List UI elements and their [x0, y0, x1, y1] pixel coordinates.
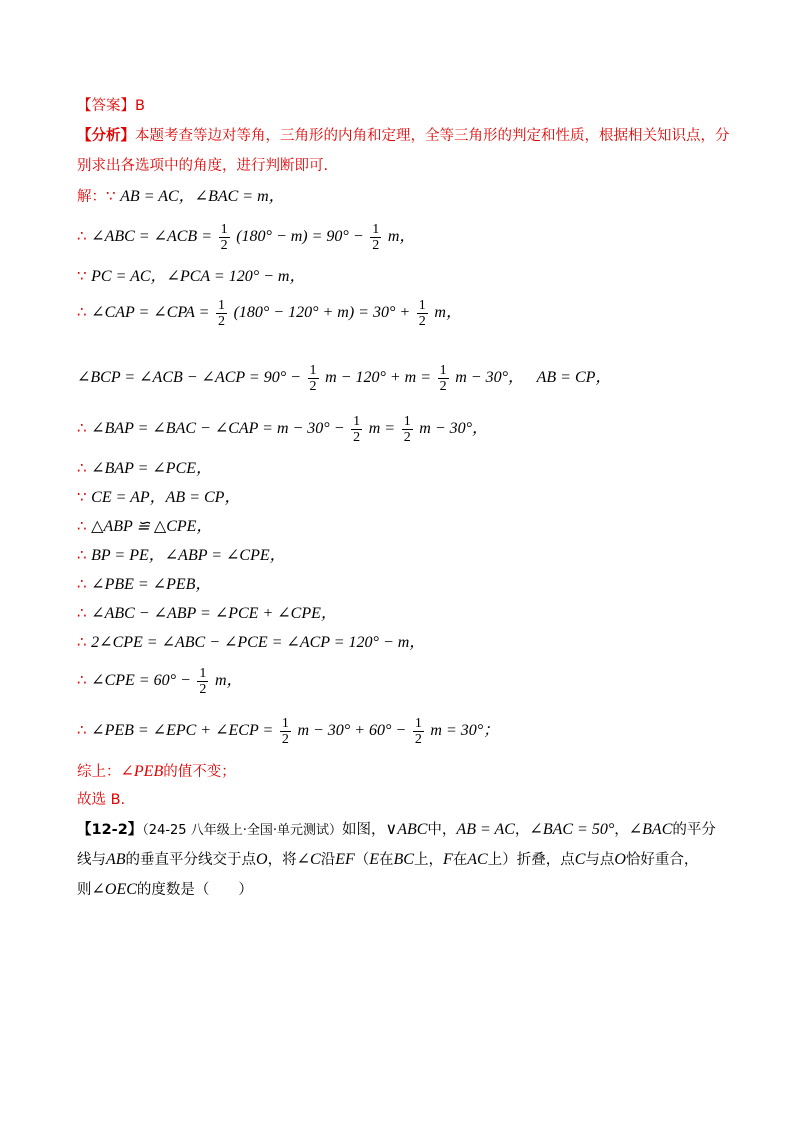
- solution-line-10: [77, 545, 286, 566]
- problem-line-2: [77, 850, 698, 870]
- problem-math: F: [442, 851, 453, 868]
- problem-text: 沿: [320, 852, 336, 868]
- step-13: 2∠CPE = ∠ABC − ∠PCE = ∠ACP = 120° − m，: [91, 634, 426, 651]
- summary-prefix: 综上：: [77, 764, 121, 780]
- fraction-half: $\frac{1}{2}$: [414, 715, 422, 747]
- step-9: △ABP ≌ △CPE，: [91, 518, 213, 535]
- step-5c: m − 30°，: [455, 369, 524, 386]
- solution-line-2: [77, 220, 415, 253]
- step-12: ∠ABC − ∠ABP = ∠PCE + ∠CPE，: [91, 605, 337, 622]
- therefore-symbol: ∴: [77, 517, 87, 535]
- problem-text: 如图，: [341, 822, 386, 838]
- problem-text: 在: [452, 852, 468, 868]
- fraction-half: $\frac{1}{2}$: [439, 362, 447, 394]
- problem-text: 线与: [77, 852, 106, 868]
- fraction-half: $\frac{1}{2}$: [403, 413, 411, 445]
- solution-line-8: [77, 487, 240, 508]
- fraction-half: $\frac{1}{2}$: [199, 665, 207, 697]
- step-2a: ∠ABC = ∠ACB =: [91, 228, 212, 245]
- step-4a: ∠CAP = ∠CPA =: [91, 304, 210, 321]
- therefore-symbol: ∴: [77, 671, 87, 689]
- solution-line-3: [77, 266, 305, 287]
- problem-text: 则: [77, 882, 92, 898]
- step-2c: m，: [387, 228, 416, 245]
- step-7: ∠BAP = ∠PCE，: [91, 460, 213, 477]
- solution-line-15: [77, 714, 499, 747]
- problem-math: ∠BAC: [628, 821, 673, 838]
- problem-text: 上，: [413, 852, 443, 868]
- analysis-text-1: 本题考查等边对等角，三角形的内角和定理，全等三角形的判定和性质，根据相关知识点，分: [135, 128, 730, 144]
- step-4c: m，: [434, 304, 462, 321]
- therefore-symbol: ∴: [77, 227, 87, 245]
- therefore-symbol: ∴: [77, 459, 87, 477]
- problem-text: 上）折叠，点: [487, 852, 575, 868]
- therefore-symbol: ∴: [77, 546, 87, 564]
- problem-math: ∠OEC: [91, 881, 137, 898]
- fraction-half: $\frac{1}{2}$: [217, 297, 225, 329]
- step-5a: ∠BCP = ∠ACB − ∠ACP = 90° −: [77, 369, 301, 386]
- problem-text: 的度数是（ ）: [136, 882, 253, 898]
- solution-line-11: [77, 574, 211, 595]
- problem-source: （24-25 八年级上·全国·单元测试）: [142, 823, 342, 838]
- problem-math: BC: [393, 851, 414, 868]
- problem-math: AC: [467, 851, 488, 868]
- problem-text: ，: [614, 822, 629, 838]
- problem-text: 在: [379, 852, 394, 868]
- problem-math: AB = AC: [456, 821, 515, 838]
- solution-line-5: [77, 362, 611, 394]
- analysis-text-2: 别求出各选项中的角度，进行判断即可.: [77, 158, 329, 174]
- step-15b: m − 30° + 60° −: [297, 722, 407, 739]
- step-6b: m =: [368, 420, 396, 437]
- analysis-line-1: [77, 126, 730, 146]
- fraction-half: $\frac{1}{2}$: [353, 413, 361, 445]
- solution-line-9: [77, 516, 212, 537]
- step-6a: ∠BAP = ∠BAC − ∠CAP = m − 30° −: [91, 420, 345, 437]
- answer-label: 【答案】: [77, 98, 135, 114]
- step-5b: m − 120° + m =: [325, 369, 432, 386]
- because-symbol: ∵: [77, 488, 87, 506]
- step-5d: AB = CP，: [536, 369, 612, 386]
- therefore-symbol: ∴: [77, 303, 87, 321]
- problem-line-1: [77, 820, 716, 841]
- step-2b: (180° − m) = 90° −: [236, 228, 364, 245]
- because-symbol: ∵: [106, 187, 116, 205]
- summary-line: [77, 762, 236, 782]
- summary-suffix: 的值不变；: [163, 764, 236, 780]
- solution-line-4: [77, 296, 462, 329]
- solution-line-7: [77, 458, 212, 479]
- problem-text: 中，: [427, 822, 457, 838]
- problem-line-3: [77, 880, 253, 900]
- problem-math: ∨ABC: [385, 821, 428, 838]
- step-14a: ∠CPE = 60° −: [91, 672, 191, 689]
- step-4b: (180° − 120° + m) = 30° +: [233, 304, 411, 321]
- fraction-half: $\frac{1}{2}$: [418, 297, 426, 329]
- because-symbol: ∵: [77, 267, 87, 285]
- therefore-symbol: ∴: [77, 575, 87, 593]
- step-8: CE = AP，AB = CP，: [91, 489, 241, 506]
- fraction-half: $\frac{1}{2}$: [309, 362, 317, 394]
- step-3: PC = AC，∠PCA = 120° − m，: [91, 268, 306, 285]
- step-10: BP = PE，∠ABP = ∠CPE，: [91, 547, 286, 564]
- step-1: AB = AC，∠BAC = m，: [120, 188, 285, 205]
- problem-text: ，: [514, 822, 530, 838]
- analysis-label: 【分析】: [77, 128, 135, 144]
- problem-math: O: [614, 851, 626, 868]
- problem-math: ∠C: [296, 851, 321, 868]
- problem-text: （: [354, 852, 370, 868]
- solution-line-6: [77, 412, 488, 445]
- choose-line: [77, 790, 125, 810]
- problem-text: 恰好重合，: [625, 852, 699, 868]
- problem-math: EF: [335, 851, 355, 868]
- solution-intro: 解：: [77, 189, 106, 205]
- solution-line-13: [77, 632, 425, 653]
- choose-text: 故选 B.: [77, 792, 126, 808]
- answer-value: B: [135, 98, 145, 114]
- fraction-half: $\frac{1}{2}$: [281, 715, 289, 747]
- solution-line-14: [77, 664, 243, 697]
- solution-line-1: [77, 186, 285, 207]
- therefore-symbol: ∴: [77, 419, 87, 437]
- problem-math: E: [369, 851, 380, 868]
- step-15a: ∠PEB = ∠EPC + ∠ECP =: [91, 722, 274, 739]
- problem-text: 与点: [585, 852, 615, 868]
- answer-line: [77, 96, 145, 116]
- problem-text: 的平分: [672, 822, 716, 838]
- step-6c: m − 30°，: [419, 420, 489, 437]
- step-15c: m = 30°；: [430, 722, 500, 739]
- problem-label: 【12-2】: [77, 822, 143, 838]
- analysis-line-2: [77, 156, 328, 176]
- problem-text: 的垂直平分线交于点: [125, 852, 257, 868]
- problem-math: C: [574, 851, 586, 868]
- fraction-half: $\frac{1}{2}$: [372, 221, 380, 253]
- problem-text: ，将: [267, 852, 297, 868]
- therefore-symbol: ∴: [77, 604, 87, 622]
- therefore-symbol: ∴: [77, 633, 87, 651]
- summary-math: ∠PEB: [120, 763, 164, 780]
- step-14b: m，: [215, 672, 243, 689]
- problem-math: AB: [106, 851, 126, 868]
- fraction-half: $\frac{1}{2}$: [220, 221, 228, 253]
- problem-math: ∠BAC = 50°: [529, 821, 615, 838]
- therefore-symbol: ∴: [77, 721, 87, 739]
- solution-line-12: [77, 603, 337, 624]
- step-11: ∠PBE = ∠PEB，: [91, 576, 212, 593]
- problem-math: O: [256, 851, 268, 868]
